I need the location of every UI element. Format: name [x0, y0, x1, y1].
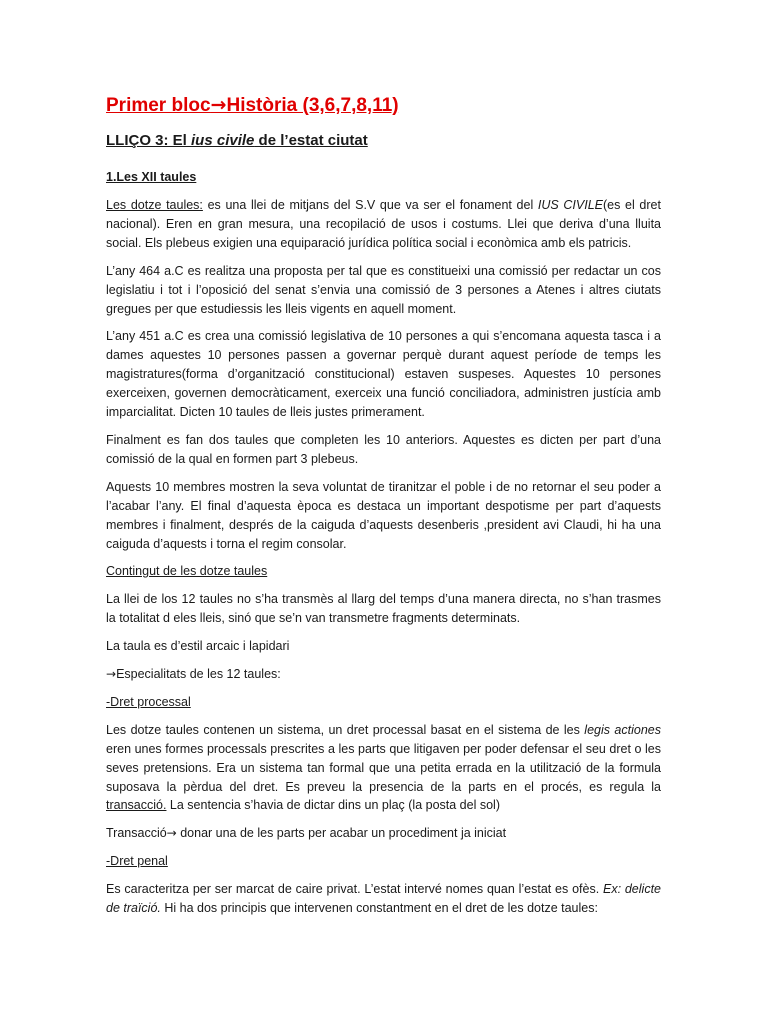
paragraph-text: Es caracteritza per ser marcat de caire privat. L’estat intervé nomes quan l’estat es ofès.	[106, 882, 603, 897]
contingut-heading	[106, 562, 661, 581]
especialitats-text: Especialitats de les 12 taules:	[116, 667, 281, 682]
arrow-right-icon: →	[210, 94, 227, 116]
paragraph-finalment: Finalment es fan dos taules que completen les 10 anteriors. Aquestes es dicten per part d’una comissió de la qual en formen part 3 plebeus.	[106, 432, 661, 466]
title-part1: Primer bloc	[106, 95, 211, 116]
section-heading: 1.Les XII taules	[106, 170, 197, 184]
paragraph-text: es una llei de mitjans del S.V que va ser el fonament del	[202, 198, 538, 212]
dret-processal-heading-text: -Dret processal	[106, 694, 191, 709]
paragraph-estil-arcaic: La taula es d’estil arcaic i lapidari	[106, 639, 290, 654]
lesson-prefix: LLIÇO 3: El	[106, 132, 192, 149]
paragraph-text: (es el dret nacional). Eren en gran mesura, una recopilació de usos i costums. Llei que deriva d’una lluita social. Els plebeus exigien una equiparació jurídica política social i econòmica amb els patricis.	[106, 198, 661, 250]
term-legis-actiones: legis actiones	[584, 722, 661, 737]
arrow-right-icon: →	[106, 667, 117, 682]
title-part2: Història (3,6,7,8,11)	[226, 95, 399, 116]
paragraph-any-451: L’any 451 a.C es crea una comissió legislativa de 10 persones a qui s’encomana aquesta tasca i a dames aquestes 10 persones passen a governar perquè durant aquest període de temps les magistratures(forma d’organització constitucional) estaven suspeses. Aquestes 10 persones exerceixen, governen democràticament, exerceix una funció conciliadora, administren justícia amb imparcialitat. Dicten 10 taules de lleis justes primerament.	[106, 329, 661, 420]
paragraph-dotze-taules	[106, 196, 661, 253]
lesson-suffix: de l’estat ciutat	[254, 132, 368, 149]
dret-penal-heading	[106, 852, 661, 871]
contingut-heading-text: Contingut de les dotze taules	[106, 564, 268, 579]
paragraph-any-464: L’any 464 a.C es realitza una proposta per tal que es constitueixi una comissió per redactar un cos legislatiu i tot i l’oposició del senat s’envia una comissió de 3 persones a Atenes i altres ciutats gregues per que estudiessis les lleis vigents en aquell moment.	[106, 263, 661, 316]
paragraph-text: La sentencia s’havia de dictar dins un plaç (la posta del sol)	[166, 798, 500, 813]
paragraph-text: Hi ha dos principis que intervenen constantment en el dret de les dotze taules:	[160, 901, 598, 916]
dret-penal-heading-text: -Dret penal	[106, 854, 168, 869]
paragraph-text: Les dotze taules contenen un sistema, un dret processal basat en el sistema de les	[106, 722, 585, 737]
transaccio-text: donar una de les parts per acabar un procediment ja iniciat	[176, 826, 507, 841]
example-delicte-traicio: Ex: delicte de traïció.	[106, 882, 661, 916]
paragraph-dret-processal	[106, 721, 661, 816]
paragraph-dret-penal	[106, 880, 661, 918]
especialitats-line	[106, 665, 661, 684]
document-content	[106, 92, 661, 927]
transaccio-definition	[106, 824, 661, 843]
term-transaccio: transacció.	[106, 798, 167, 813]
main-title	[106, 92, 661, 119]
paragraph-llei-12-taules: La llei de los 12 taules no s’ha transmès al llarg del temps d’una manera directa, no s’han trasmes la totalitat d eles lleis, sinó que se’n van transmetre fragments determinats.	[106, 592, 661, 626]
lesson-heading	[106, 131, 661, 151]
arrow-right-icon: →	[166, 826, 177, 841]
lesson-italic: ius civile	[191, 132, 255, 149]
paragraph-aquests-membres: Aquests 10 membres mostren la seva voluntat de tiranitzar el poble i de no retornar el seu poder a l’acabar l’any. El final d’aquesta època es destaca un important despotisme per part d’aquests membres i finalment, després de la caiguda d’aquests desenberis ,president avi Claudi, hi ha una caiguda d’aquests i torna el regim consolar.	[106, 479, 661, 551]
term-dotze-taules: Les dotze taules:	[106, 198, 203, 212]
paragraph-text: eren unes formes processals prescrites a les parts que litigaven per poder defensar el seu dret o les seves pretensions. Era un sistema tan formal que una petita errada en la utilització de la formula suposava la pèrdua del dret. Es preveu la presencia de la parts en el procés, es regula la	[106, 741, 661, 794]
dret-processal-heading	[106, 693, 661, 712]
term-ius-civile: IUS CIVILE	[537, 198, 603, 212]
transaccio-word: Transacció	[106, 826, 167, 841]
